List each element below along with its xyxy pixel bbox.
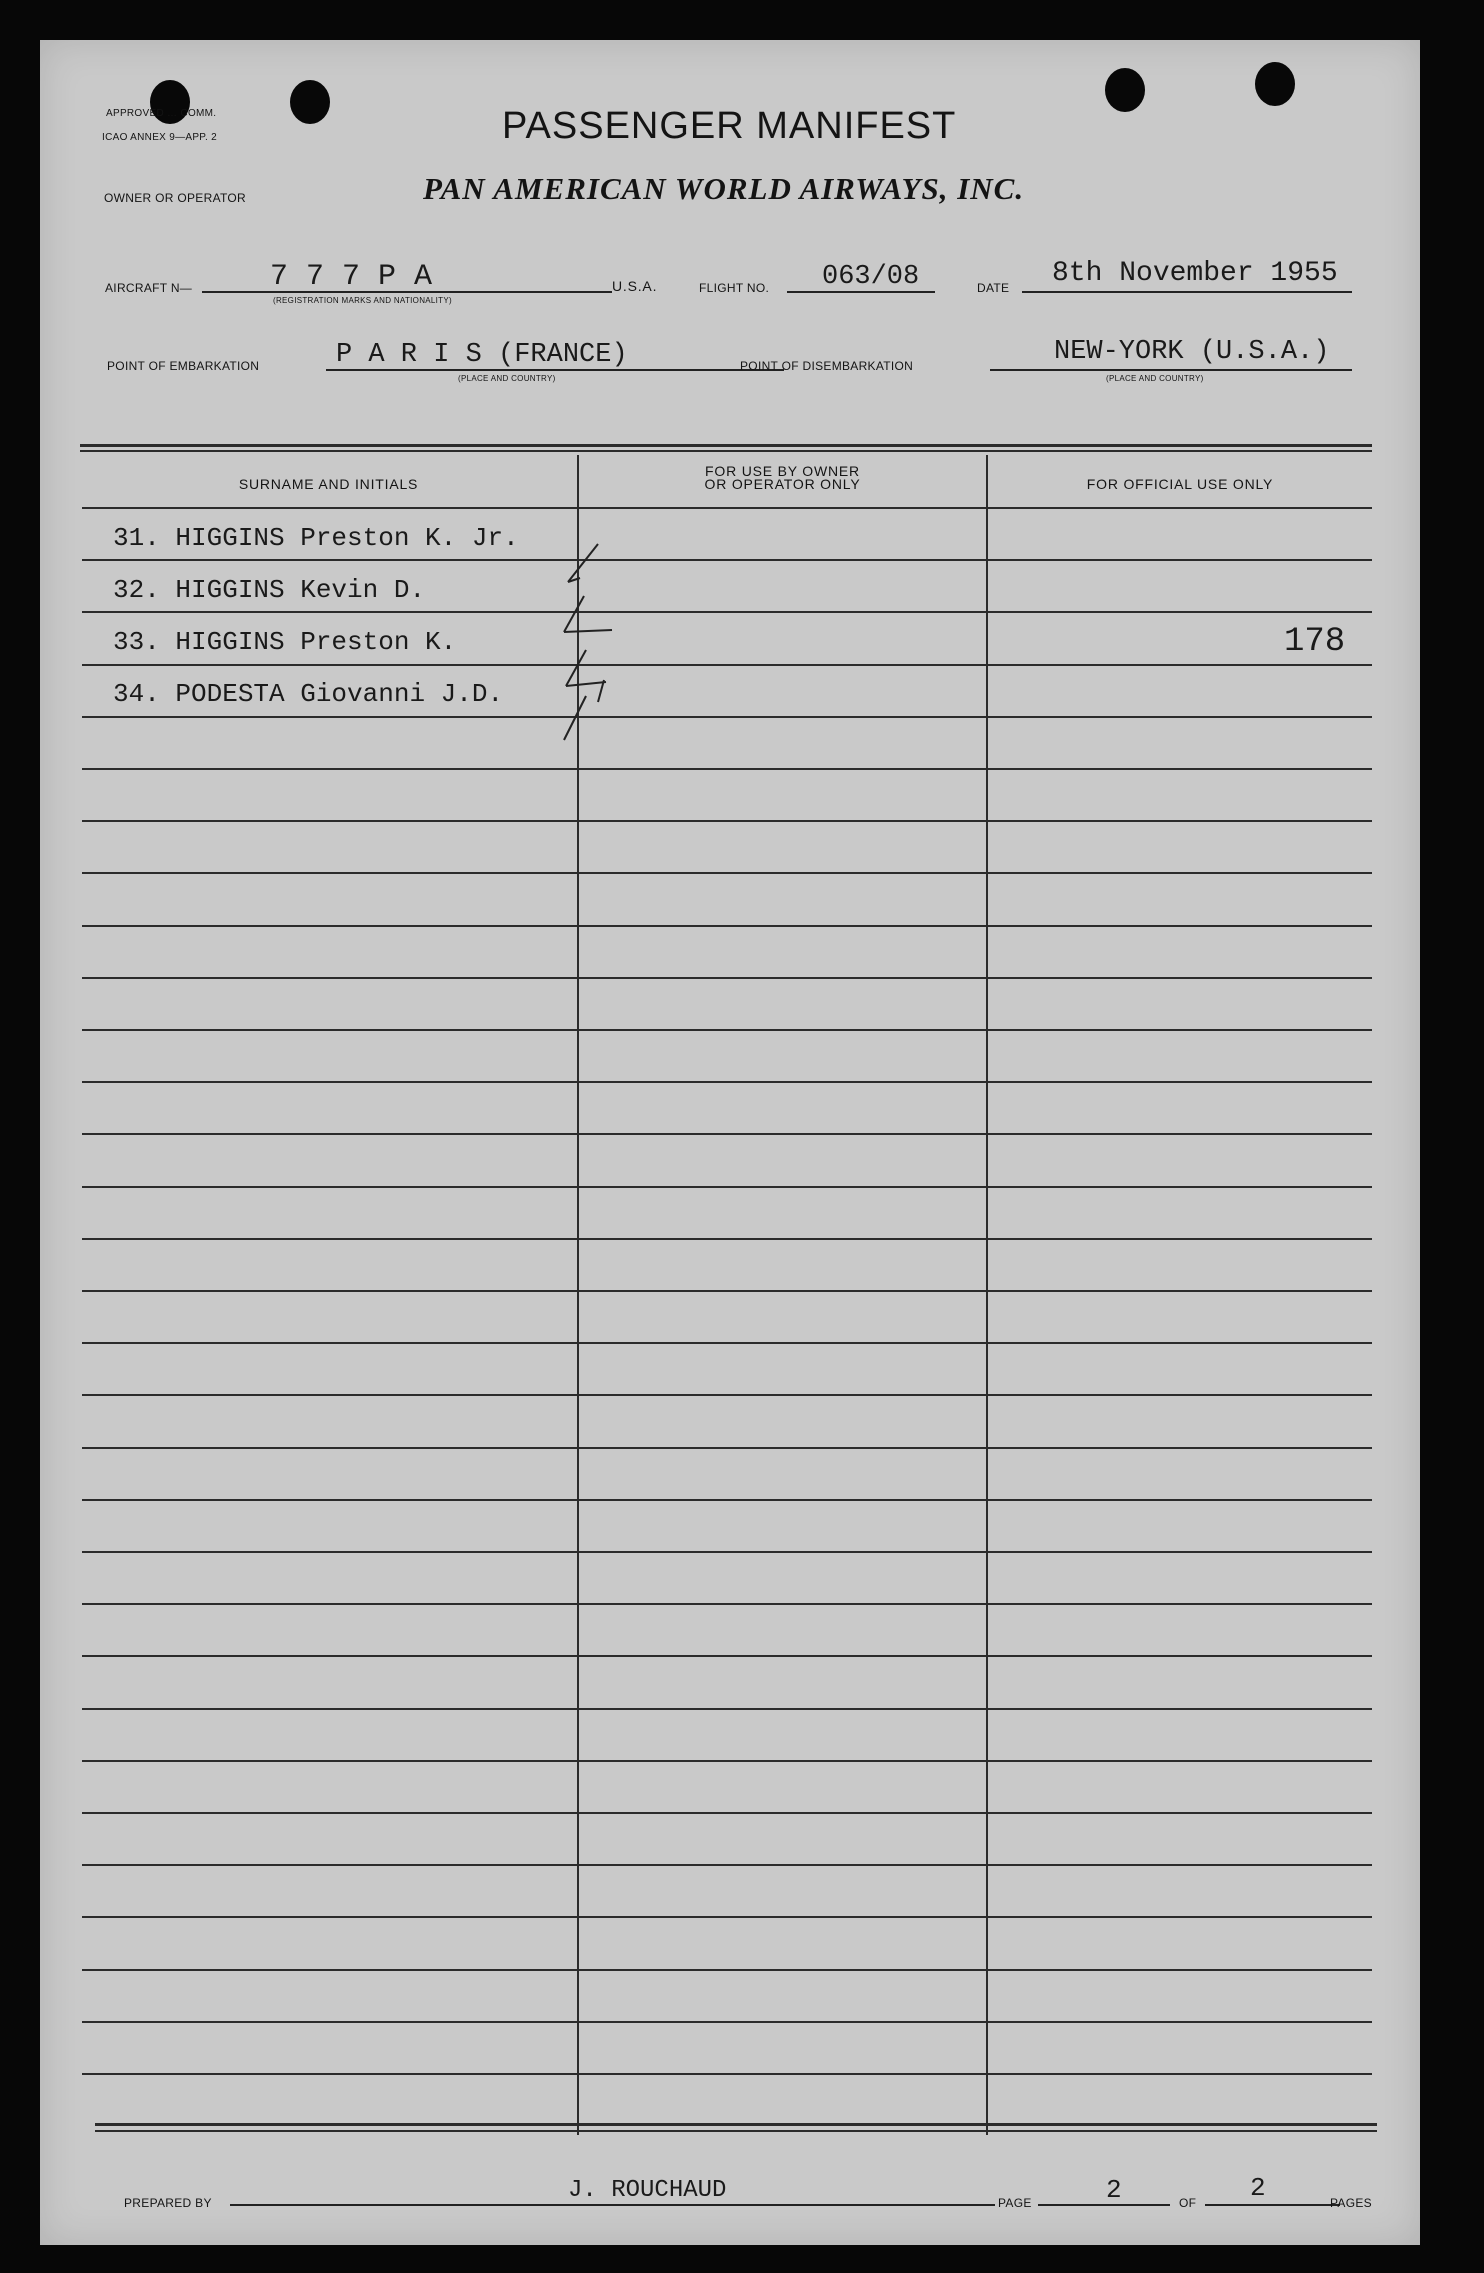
disembarkation-place: NEW-YORK (U.S.A.): [1054, 337, 1330, 367]
ruled-line: [82, 1812, 1372, 1814]
ruled-line: [82, 1655, 1372, 1657]
ruled-line: [82, 1969, 1372, 1971]
prepared-by-label: PREPARED BY: [124, 2196, 212, 2210]
owner-use-header-line2: OR OPERATOR ONLY: [704, 476, 861, 492]
airline-name: PAN AMERICAN WORLD AIRWAYS, INC.: [423, 171, 1025, 206]
ruled-line: [82, 716, 1372, 718]
ruled-line: [82, 1290, 1372, 1292]
disembarkation-label: POINT OF DISEMBARKATION: [740, 359, 914, 373]
of-label: OF: [1179, 2196, 1197, 2210]
ruled-line: [82, 1603, 1372, 1605]
ruled-line: [82, 1864, 1372, 1866]
ruled-line: [82, 1186, 1372, 1188]
pages-label: PAGES: [1330, 2196, 1372, 2210]
registration-caption: (REGISTRATION MARKS AND NATIONALITY): [273, 296, 452, 305]
ruled-line: [82, 1551, 1372, 1553]
embarkation-caption: (PLACE AND COUNTRY): [458, 374, 556, 383]
passenger-row-31: 31. HIGGINS Preston K. Jr.: [113, 523, 519, 553]
ruled-line: [82, 1081, 1372, 1083]
manifest-sheet: [40, 40, 1420, 2245]
ruled-line: [82, 1394, 1372, 1396]
ruled-line: [82, 1760, 1372, 1762]
ruled-line: [82, 872, 1372, 874]
page-number: 2: [1106, 2175, 1122, 2205]
page-label: PAGE: [998, 2196, 1032, 2210]
embarkation-place: P A R I S (FRANCE): [336, 340, 628, 370]
ruled-line: [82, 2073, 1372, 2075]
aircraft-label: AIRCRAFT N—: [105, 281, 193, 295]
aircraft-registration: 7 7 7 P A: [270, 260, 433, 294]
ruled-line: [82, 1708, 1372, 1710]
disembarkation-caption: (PLACE AND COUNTRY): [1106, 374, 1204, 383]
punch-hole: [1105, 68, 1145, 112]
official-use-header: FOR OFFICIAL USE ONLY: [1086, 476, 1274, 492]
punch-hole: [290, 80, 330, 124]
official-number: 178: [1284, 623, 1346, 661]
flight-date: 8th November 1955: [1052, 258, 1338, 289]
ruled-line: [82, 1916, 1372, 1918]
owner-label: OWNER OR OPERATOR: [104, 191, 246, 205]
ruled-line: [82, 1342, 1372, 1344]
flight-number: 063/08: [822, 262, 920, 292]
ruled-line: [82, 1133, 1372, 1135]
ruled-line: [82, 977, 1372, 979]
owner-use-header-line1: FOR USE BY OWNER: [705, 463, 860, 479]
passenger-row-34: 34. PODESTA Giovanni J.D.: [113, 679, 504, 709]
flight-no-label: FLIGHT NO.: [699, 281, 770, 295]
ruled-line: [82, 664, 1372, 666]
punch-hole: [1255, 62, 1295, 106]
check-marks: [560, 500, 660, 760]
nationality: U.S.A.: [612, 278, 658, 294]
ruled-line: [82, 925, 1372, 927]
passenger-row-33: 33. HIGGINS Preston K.: [113, 627, 457, 657]
surname-column-header: SURNAME AND INITIALS: [238, 476, 419, 492]
ruled-line: [82, 507, 1372, 509]
prepared-by: J. ROUCHAUD: [568, 2177, 727, 2204]
ruled-line: [82, 559, 1372, 561]
date-label: DATE: [977, 281, 1010, 295]
embarkation-label: POINT OF EMBARKATION: [107, 359, 260, 373]
ruled-line: [82, 768, 1372, 770]
icao-annex-note: ICAO ANNEX 9—APP. 2: [102, 132, 218, 143]
total-pages: 2: [1250, 2173, 1266, 2203]
ruled-line: [82, 2021, 1372, 2023]
approval-note: APPROVED … COMM.: [106, 108, 217, 119]
passenger-row-32: 32. HIGGINS Kevin D.: [113, 575, 426, 605]
ruled-line: [82, 1238, 1372, 1240]
ruled-line: [82, 820, 1372, 822]
ruled-line: [82, 1447, 1372, 1449]
ruled-line: [82, 611, 1372, 613]
manifest-title: PASSENGER MANIFEST: [502, 105, 957, 147]
ruled-line: [82, 1499, 1372, 1501]
ruled-line: [82, 1029, 1372, 1031]
